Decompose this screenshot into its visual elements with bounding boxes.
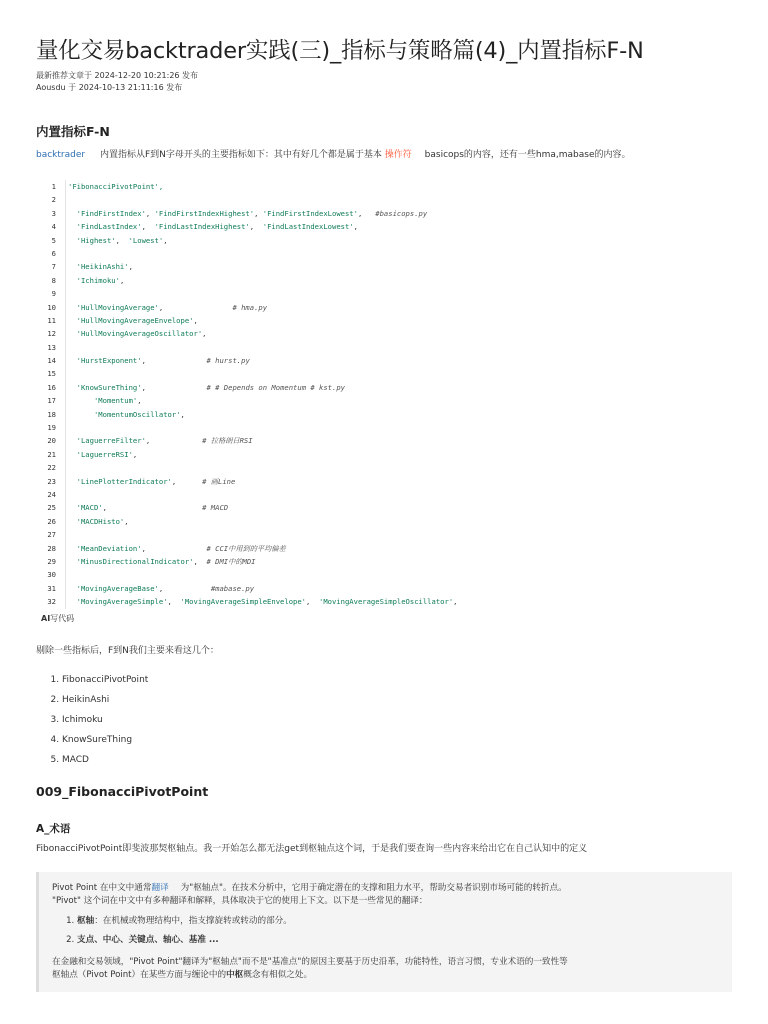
- code-text: [65, 582, 254, 595]
- code-string: 'HullMovingAverage': [76, 302, 159, 312]
- line-number: 3: [51, 208, 56, 218]
- code-text: [65, 207, 427, 220]
- code-text: [65, 434, 253, 447]
- code-line: [36, 501, 732, 514]
- code-text: [65, 421, 68, 434]
- code-string: 'FibonacciPivotPoint',: [68, 182, 164, 191]
- code-string: 'HullMovingAverageEnvelope': [76, 315, 194, 325]
- code-text: [65, 274, 124, 287]
- code-text: [65, 448, 137, 461]
- code-line: [36, 341, 732, 354]
- quote-text: 概念有相似之处。: [243, 969, 313, 980]
- code-text: [65, 180, 163, 193]
- line-number: 5: [51, 235, 56, 245]
- code-line: [36, 488, 732, 501]
- code-comment: #basicops.py: [375, 208, 428, 218]
- code-string: 'MinusDirectionalIndicator': [76, 556, 194, 566]
- code-text: [65, 408, 185, 421]
- list-item: 4. KnowSureThing: [62, 730, 732, 750]
- intro-text-end: basicops的内容，还有一些hma,mabase的内容。: [424, 150, 631, 160]
- section-heading-fibonacci: 009_FibonacciPivotPoint: [36, 783, 209, 799]
- code-string: 'MovingAverageSimpleEnvelope': [180, 597, 307, 607]
- code-string: 'MACD': [76, 503, 103, 513]
- code-token: [68, 450, 77, 459]
- code-token: ,: [180, 409, 185, 419]
- code-block: [36, 180, 732, 609]
- code-token: ,: [453, 597, 458, 607]
- code-token: [68, 316, 77, 325]
- code-token: [68, 436, 77, 445]
- term-desc: ：在机械或物理结构中，指支撑旋转或转动的部分。: [94, 915, 292, 926]
- indicator-list: [36, 670, 732, 770]
- code-token: [68, 396, 94, 405]
- code-line: [36, 595, 732, 608]
- code-text: [65, 260, 133, 273]
- code-token: ,: [202, 329, 207, 339]
- quote-text: Pivot Point 在中文中通常: [52, 882, 152, 893]
- code-token: ,: [119, 275, 125, 285]
- line-number: 2: [51, 195, 56, 205]
- page-title: 量化交易backtrader实践(三)_指标与策略篇(4)_内置指标F-N: [36, 38, 644, 64]
- code-string: 'FindFirstIndex': [76, 208, 146, 218]
- quote-text: 枢轴点（Pivot Point）在某些方面与缠论中的: [52, 969, 227, 980]
- line-number: 10: [47, 302, 56, 312]
- summary-paragraph: 剔除一些指标后，F到N我们主要来看这几个：: [36, 645, 219, 656]
- code-line: [36, 408, 732, 421]
- code-token: ,: [254, 208, 263, 218]
- code-token: ,: [163, 235, 168, 245]
- code-text: [65, 234, 168, 247]
- code-token: ,: [115, 235, 129, 245]
- code-token: ,: [357, 208, 376, 218]
- code-text: [65, 488, 68, 501]
- code-string: 'MeanDeviation': [76, 543, 142, 553]
- code-comment: #mabase.py: [210, 583, 255, 593]
- code-line: [36, 555, 732, 568]
- code-token: ,: [158, 302, 233, 312]
- line-number: 27: [47, 530, 56, 540]
- code-text: [65, 501, 228, 514]
- code-line: [36, 180, 732, 193]
- code-token: [68, 517, 77, 526]
- code-token: ,: [141, 356, 207, 366]
- list-item: 3. Ichimoku: [62, 710, 732, 730]
- terms-paragraph: FibonacciPivotPoint即斐波那契枢轴点。我一开始怎么都无法get到枢轴点这个词，于是我们要查询一些内容来给出它在自己认知中的定义: [36, 843, 588, 854]
- code-line: [36, 542, 732, 555]
- code-string: 'FindFirstIndexHighest': [154, 208, 255, 218]
- code-text: [65, 247, 68, 260]
- code-text: [65, 220, 358, 233]
- code-string: 'LaguerreFilter': [76, 436, 146, 446]
- code-comment: # # Depends on Momentum # kst.py: [206, 382, 345, 392]
- code-line: [36, 461, 732, 474]
- ai-prefix: AI: [41, 613, 51, 623]
- code-text: [65, 542, 286, 555]
- quote-paragraph-2: [52, 956, 722, 982]
- code-comment: # MACD: [202, 503, 229, 513]
- code-token: ,: [137, 396, 142, 406]
- quote-paragraph-1: [52, 882, 722, 908]
- line-number: 24: [47, 489, 56, 499]
- code-text: [65, 381, 345, 394]
- code-token: ,: [124, 516, 129, 526]
- line-number: 4: [51, 222, 56, 232]
- code-line: [36, 220, 732, 233]
- code-string: 'FindLastIndexLowest': [262, 222, 354, 232]
- code-text: [65, 193, 68, 206]
- code-string: 'FindLastIndex': [76, 222, 142, 232]
- code-token: ,: [167, 597, 181, 607]
- code-line: [36, 287, 732, 300]
- list-item: 1. FibonacciPivotPoint: [62, 670, 732, 690]
- code-comment: # 拉格朗日RSI: [202, 436, 253, 446]
- code-string: 'Lowest': [128, 235, 164, 245]
- code-text: [65, 287, 68, 300]
- code-token: ,: [249, 222, 263, 232]
- code-line: [36, 475, 732, 488]
- code-string: 'FindFirstIndexLowest': [262, 208, 358, 218]
- code-text: [65, 461, 68, 474]
- code-token: ,: [145, 208, 155, 218]
- code-token: ,: [141, 222, 155, 232]
- code-line: [36, 367, 732, 380]
- intro-paragraph: [36, 148, 732, 162]
- code-token: [68, 303, 77, 312]
- code-string: 'LinePlotterIndicator': [76, 476, 172, 486]
- code-token: ,: [145, 436, 203, 446]
- code-line: [36, 448, 732, 461]
- quote-text: 为"枢轴点"。在技术分析中，它用于确定潜在的支撑和阻力水平，帮助交易者识别市场可能的转折点。: [180, 882, 567, 893]
- code-line: [36, 260, 732, 273]
- line-number: 21: [47, 449, 56, 459]
- code-line: [36, 394, 732, 407]
- code-line: [36, 193, 732, 206]
- line-number: 25: [47, 503, 56, 513]
- code-line: [36, 568, 732, 581]
- code-token: [68, 356, 77, 365]
- code-token: [68, 222, 77, 231]
- code-line: [36, 274, 732, 287]
- code-token: [68, 329, 77, 338]
- code-token: [68, 597, 77, 606]
- code-string: 'HeikinAshi': [76, 262, 129, 272]
- translate-link[interactable]: 翻译: [151, 882, 169, 893]
- code-token: ,: [353, 222, 358, 232]
- code-string: 'LaguerreRSI': [76, 449, 133, 459]
- line-number: 19: [47, 423, 56, 433]
- term-bold: 中枢: [226, 969, 244, 980]
- code-line: [36, 528, 732, 541]
- code-text: [65, 568, 68, 581]
- intro-text: 内置指标从F到N字母开头的主要指标如下：其中有好几个都是属于基本: [99, 150, 382, 160]
- code-comment: # CCI中用到的平均偏差: [206, 543, 286, 553]
- line-number: 16: [47, 382, 56, 392]
- code-token: [68, 477, 77, 486]
- code-token: [68, 262, 77, 271]
- code-line: [36, 207, 732, 220]
- code-line: [36, 421, 732, 434]
- code-string: 'MovingAverageSimple': [76, 597, 168, 607]
- line-number: 26: [47, 516, 56, 526]
- code-string: 'HurstExponent': [76, 356, 142, 366]
- code-token: [68, 410, 94, 419]
- ai-label: 写代码: [50, 613, 75, 623]
- code-text: [65, 327, 206, 340]
- code-token: ,: [171, 476, 203, 486]
- code-line: [36, 515, 732, 528]
- code-line: [36, 247, 732, 260]
- blockquote: [36, 872, 732, 992]
- line-number: 17: [47, 396, 56, 406]
- line-number: 32: [47, 597, 56, 607]
- code-text: [65, 528, 68, 541]
- code-line: [36, 582, 732, 595]
- code-text: [65, 367, 68, 380]
- code-string: 'Ichimoku': [76, 275, 120, 285]
- section-heading: 内置指标F-N: [36, 124, 110, 139]
- list-item: [77, 931, 722, 950]
- article-meta: [36, 70, 732, 94]
- line-number: 31: [47, 583, 56, 593]
- code-comment: # DMI中的MDI: [206, 556, 256, 566]
- line-number: 30: [47, 570, 56, 580]
- line-number: 23: [47, 476, 56, 486]
- code-line: [36, 301, 732, 314]
- tag-link[interactable]: backtrader: [36, 150, 86, 160]
- code-string: 'MomentumOscillator': [93, 409, 181, 419]
- line-number: 12: [47, 329, 56, 339]
- code-token: ,: [141, 382, 207, 392]
- keyword-link[interactable]: 操作符: [384, 150, 412, 160]
- code-token: [68, 544, 77, 553]
- code-comment: # hurst.py: [206, 356, 250, 366]
- code-token: ,: [132, 449, 138, 459]
- list-item: 2. HeikinAshi: [62, 690, 732, 710]
- code-text: [65, 475, 235, 488]
- line-number: 28: [47, 543, 56, 553]
- subheading-terms: A_术语: [36, 822, 71, 835]
- line-number: 20: [47, 436, 56, 446]
- code-line: [36, 434, 732, 447]
- line-number: 18: [47, 409, 56, 419]
- code-string: 'MACDHisto': [76, 516, 125, 526]
- code-token: ,: [141, 543, 207, 553]
- line-number: 13: [47, 342, 56, 352]
- code-comment: # 画Line: [202, 476, 236, 486]
- line-number: 1: [51, 182, 56, 191]
- code-comment: # hma.py: [232, 302, 268, 312]
- code-line: [36, 381, 732, 394]
- code-token: ,: [102, 503, 203, 513]
- code-string: 'FindLastIndexHighest': [154, 222, 250, 232]
- term-bold: 枢轴: [77, 915, 95, 926]
- line-number: 11: [47, 315, 56, 325]
- code-token: [68, 276, 77, 285]
- code-text: [65, 314, 198, 327]
- line-number: 9: [51, 289, 56, 299]
- code-token: [68, 383, 77, 392]
- code-string: 'Momentum': [93, 396, 138, 406]
- code-text: [65, 555, 255, 568]
- code-token: ,: [193, 556, 207, 566]
- code-token: [68, 236, 77, 245]
- line-number: 29: [47, 556, 56, 566]
- code-text: [65, 394, 142, 407]
- line-number: 14: [47, 356, 56, 366]
- code-text: [65, 301, 267, 314]
- quote-text: 在金融和交易领域，"Pivot Point"翻译为"枢轴点"而不是"基准点"的原因主要基于历史沿革，功能特性，语言习惯，专业术语的一致性等: [52, 956, 568, 967]
- code-token: ,: [158, 583, 211, 593]
- code-string: 'Highest': [76, 235, 116, 245]
- ai-code-button[interactable]: [41, 613, 732, 624]
- code-token: [68, 584, 77, 593]
- term-bold: 支点、中心、关键点、轴心、基准 ...: [77, 934, 219, 945]
- code-token: ,: [193, 315, 198, 325]
- code-line: [36, 314, 732, 327]
- quote-text: "Pivot" 这个词在中文中有多种翻译和解释，具体取决于它的使用上下文。以下是一些常见的翻译：: [52, 895, 428, 906]
- line-number: 6: [51, 248, 56, 258]
- code-token: ,: [306, 597, 319, 607]
- code-string: 'KnowSureThing': [76, 382, 142, 392]
- code-string: 'HullMovingAverageOscillator': [76, 329, 203, 339]
- line-number: 8: [51, 275, 56, 285]
- code-text: [65, 341, 68, 354]
- list-item: 5. MACD: [62, 750, 732, 770]
- meta-latest: 最新推荐文章于 2024-12-20 10:21:26 发布: [36, 71, 199, 80]
- code-line: [36, 234, 732, 247]
- code-string: 'MovingAverageSimpleOscillator': [319, 597, 454, 607]
- code-text: [65, 595, 457, 608]
- code-token: [68, 503, 77, 512]
- list-item: [77, 912, 722, 931]
- code-token: ,: [128, 262, 133, 272]
- meta-author[interactable]: Aousdu 于 2024-10-13 21:11:16 发布: [36, 83, 183, 92]
- code-line: [36, 327, 732, 340]
- line-number: 15: [47, 369, 56, 379]
- line-number: 22: [47, 463, 56, 473]
- code-line: [36, 354, 732, 367]
- code-token: [68, 209, 77, 218]
- line-number: 7: [51, 262, 56, 272]
- code-text: [65, 515, 129, 528]
- code-text: [65, 354, 250, 367]
- translation-list: [52, 912, 722, 950]
- code-string: 'MovingAverageBase': [76, 583, 159, 593]
- code-token: [68, 557, 77, 566]
